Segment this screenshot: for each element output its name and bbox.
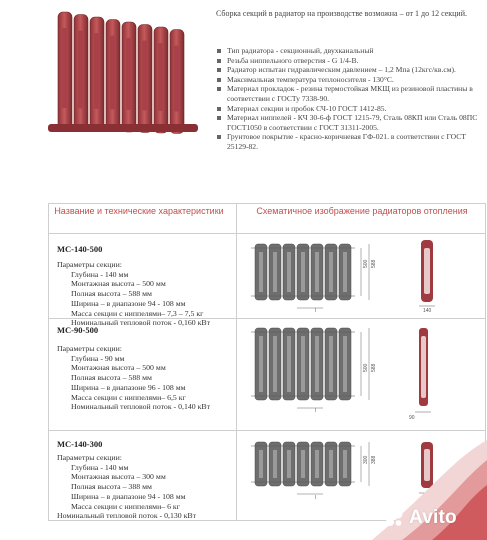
spec-item: Материал секции и пробок СЧ-10 ГОСТ 1412-85. (216, 104, 481, 114)
param-item: Номинальный тепловой поток - 0,130 кВт (57, 511, 196, 521)
radiator-section-rib (174, 46, 179, 112)
radiator-schematic-front (249, 322, 379, 416)
param-item: Монтажная высота – 500 мм (71, 279, 166, 289)
avito-logo-icon (383, 507, 405, 529)
avito-watermark (383, 505, 483, 531)
schematic-section-channel (287, 450, 291, 478)
header-specs: Название и технические характеристики (54, 206, 224, 216)
dim-l: l (315, 308, 317, 314)
spec-item: Радиатор испытан гидравлическим давлением – 1,2 Мпа (12кгс/кв.см). (216, 65, 481, 75)
dim-mount: 500 (363, 363, 369, 372)
radiator-section-rib (78, 31, 83, 109)
schematic-section-channel (259, 336, 263, 392)
radiator-section-rib (126, 38, 131, 110)
schematic-section-channel (329, 450, 333, 478)
param-item: Масса секции с ниппелями– 7,3 – 7,5 кг (71, 308, 204, 318)
radiator-base (48, 124, 198, 132)
param-item: Монтажная высота – 500 мм (71, 363, 166, 373)
schematic-section-channel (287, 336, 291, 392)
schematic-section-channel (273, 252, 277, 292)
model-params (57, 344, 237, 412)
radiator-section-rib (94, 33, 99, 109)
schematic-section-channel (329, 336, 333, 392)
param-item: Глубина - 140 мм (71, 462, 129, 472)
radiator-photo (38, 6, 208, 146)
param-item: Масса секции с ниппелями– 6,5 кг (71, 392, 186, 402)
radiator-section-rib (110, 36, 115, 110)
schematic-section-channel (315, 252, 319, 292)
schematic-section-channel (343, 450, 347, 478)
radiator-section-rib (62, 28, 67, 108)
model-params (57, 260, 237, 328)
radiator-schematic-front (249, 238, 379, 316)
param-item: Полная высота – 388 мм (71, 482, 152, 492)
spec-item: Максимальная температура теплоносителя - 130°С. (216, 75, 481, 85)
param-item: Ширина – в диапазоне 96 - 108 мм (71, 382, 186, 392)
radiator-schematic-front (249, 436, 379, 502)
param-item: Номинальный тепловой поток - 0,160 кВт (71, 318, 210, 328)
spec-item: Материал прокладок - резина термостойкая МКЩ из резиновой пластины в соответствии с ГОСТу 7338-90. (216, 84, 481, 103)
param-item: Глубина - 140 мм (71, 269, 129, 279)
params-title: Параметры секции: (57, 453, 122, 462)
schematic-section-channel (287, 252, 291, 292)
param-item: Глубина - 90 мм (71, 353, 125, 363)
param-item: Номинальный тепловой поток - 0,140 кВт (71, 402, 210, 412)
schematic-section-channel (273, 336, 277, 392)
schematic-section-channel (315, 336, 319, 392)
param-item: Масса секции с ниппелями– 6 кг (71, 501, 180, 511)
spec-item: Материал ниппелей - КЧ 30-6-ф ГОСТ 1215-79, Сталь 08КП или Сталь 08ПС ГОСТ1050 в соответствии с ГОСТ 31311-2005. (216, 113, 481, 132)
dim-height: 588 (371, 363, 377, 372)
radiator-section-rib (158, 43, 163, 111)
params-title: Параметры секции: (57, 260, 122, 269)
schematic-section-channel (329, 252, 333, 292)
header-schematics: Схематичное изображение радиаторов отопления (256, 206, 468, 216)
dim-depth: 90 (409, 415, 415, 421)
schematic-section-channel (343, 336, 347, 392)
model-params (57, 453, 237, 521)
dim-l: l (315, 495, 317, 501)
spec-item: Тип радиатора - секционный, двухканальный (216, 46, 481, 56)
model-name: МС-140-300 (57, 439, 103, 449)
dim-l: l (315, 408, 317, 414)
param-item: Полная высота – 588 мм (71, 289, 152, 299)
spec-list (216, 46, 481, 152)
schematic-section-channel (259, 450, 263, 478)
radiator-schematic-side (413, 234, 443, 314)
param-item: Ширина – в диапазоне 94 - 108 мм (71, 298, 186, 308)
radiator-section-rib (142, 41, 147, 111)
dim-height: 588 (371, 259, 377, 268)
model-name: МС-90-500 (57, 325, 99, 335)
schematic-section-channel (301, 450, 305, 478)
assembly-note: Сборка секций в радиатор на производстве возможна – от 1 до 12 секций. (216, 9, 467, 18)
param-item: Ширина – в диапазоне 94 - 108 мм (71, 491, 186, 501)
radiator-schematic-side (407, 322, 443, 422)
schematic-section-channel (343, 252, 347, 292)
spec-item: Резьба ниппельного отверстия - G 1/4-В. (216, 56, 481, 66)
table-header (49, 204, 485, 234)
dim-mount: 500 (363, 259, 369, 268)
schematic-section-channel (301, 252, 305, 292)
model-name: МС-140-500 (57, 244, 103, 254)
dim-depth: 140 (423, 308, 432, 314)
dim-mount: 300 (363, 455, 369, 464)
watermark-text: Avito (409, 507, 457, 528)
schematic-section-channel (301, 336, 305, 392)
params-title: Параметры секции: (57, 344, 122, 353)
param-item: Монтажная высота – 300 мм (71, 472, 166, 482)
schematic-section-channel (259, 252, 263, 292)
schematic-section-channel (315, 450, 319, 478)
param-item: Полная высота – 588 мм (71, 373, 152, 383)
spec-item: Грунтовое покрытие - красно-коричневая ГФ-021. в соответствии с ГОСТ 25129-82. (216, 132, 481, 151)
dim-height: 388 (371, 455, 377, 464)
schematic-section-channel (273, 450, 277, 478)
